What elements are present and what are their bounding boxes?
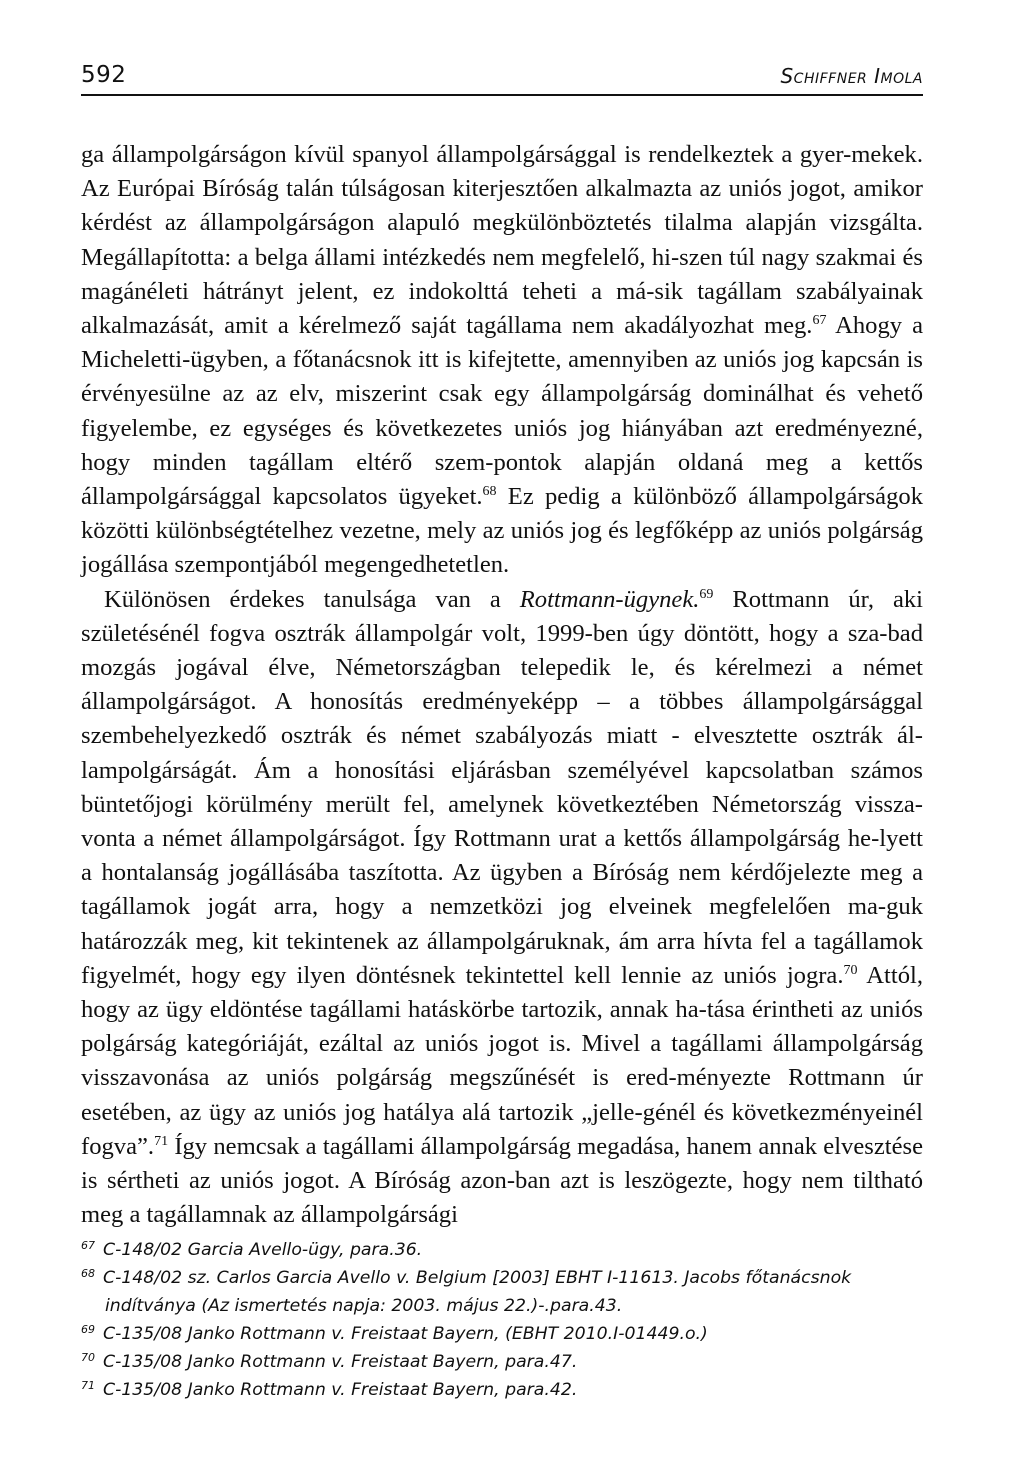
footnote: 71 C-135/08 Janko Rottmann v. Freistaat Bayern, para.42.	[81, 1379, 578, 1400]
footnote-ref-71: 71	[154, 1133, 169, 1149]
footnote-text: C-135/08 Janko Rottmann v. Freistaat Bayern, para.42.	[103, 1380, 578, 1400]
book-page	[81, 0, 923, 1478]
footnote-ref-67: 67	[812, 313, 827, 329]
paragraph-1-text-c: Ez pedig a különböző állampolgárságok közötti különbségtételhez vezetne, mely az uniós jog és legfőképp az uniós polgárság jogállása szempontjából megengedhetetlen.	[81, 483, 923, 579]
paragraph-1-text-b: Ahogy a Micheletti-ügyben, a főtanácsnok itt is kifejtette, amennyiben az uniós jog kapcsán is érvényesülne az az elv, miszerint csak egy állampolgárság dominálhat és vehető figyelembe, ez egységes és következetes uniós jog hiányában azt eredményezné, hogy minden tagállam eltérő szem-pontok alapján oldaná meg a kettős állampolgársággal kapcsolatos ügyeket.	[81, 312, 923, 511]
footnote-text: C-148/02 Garcia Avello-ügy, para.36.	[103, 1240, 423, 1260]
paragraph-2	[81, 583, 923, 1233]
footnote: 68 C-148/02 sz. Carlos Garcia Avello v. Belgium [2003] EBHT I-11613. Jacobs főtanácsnok indítványa (Az ismertetés napja: 2003. május 22.)-.para.43.	[81, 1267, 852, 1316]
footnote: 67 C-148/02 Garcia Avello-ügy, para.36.	[81, 1239, 423, 1260]
paragraph-1	[81, 138, 923, 583]
footnote-ref-69: 69	[699, 586, 714, 602]
paragraph-2-text-d: Így nemcsak a tagállami állampolgárság megadása, hanem annak elvesztése is sértheti az uniós jogot. A Bíróság azon-ban azt is leszögezte, hogy nem tiltható meg a tagállamnak az állampolgársági	[81, 1132, 923, 1229]
footnotes	[81, 1236, 923, 1404]
footnote: 69 C-135/08 Janko Rottmann v. Freistaat Bayern, (EBHT 2010.I-01449.o.)	[81, 1323, 708, 1344]
paragraph-1-text-a: ga állampolgárságon kívül spanyol állampolgársággal is rendelkeztek a gyer-mekek. Az Európai Bíróság talán túlságosan kiterjesztően alkalmazta az uniós jogot, amikor kérdést az állampolgárságon alapuló megkülönböztetés tilalma alapján vizsgálta. Megállapította: a belga állami intézkedés nem megfelelő, hi-szen túl nagy szakmai és magánéleti hátrányt jelent, ez indokolttá teheti a má-sik tagállam szabályainak alkalmazását, amit a kérelmező saját tagállama nem akadályozhat meg.	[81, 141, 923, 340]
footnote-ref-68: 68	[482, 484, 497, 500]
running-head: Schiffner Imola	[780, 64, 923, 88]
paragraph-2-text-b: Rottmann úr, aki születésénél fogva osztrák állampolgár volt, 1999-ben úgy döntött, hogy a sza-bad mozgás jogával élve, Németországban telepedik le, és kérelmezi a német állampolgárságot. A honosítás eredményeképp – a többes állampolgársággal szembehelyezkedő osztrák és német szabályozás miatt - elvesztette osztrák ál-lampolgárságát. Ám a honosítási eljárásban személyével kapcsolatban számos büntetőjogi körülmény merült fel, amelynek következtében Németország vissza-vonta a német állampolgárságot. Így Rottmann urat a kettős állampolgárság he-lyett a hontalanság jogállásába taszította. Az ügyben a Bíróság nem kérdőjelezte meg a tagállamok jogát arra, hogy a nemzetközi jog elveinek megfelelően ma-guk határozzák meg, kit tekintenek az állampolgáruknak, ám arra hívta fel a tagállamok figyelmét, hogy egy ilyen döntésnek tekintettel kell lennie az uniós jogra.	[81, 585, 923, 989]
footnote-text: C-135/08 Janko Rottmann v. Freistaat Bayern, para.47.	[103, 1352, 578, 1372]
paragraph-2-text-a: Különösen érdekes tanulsága van a	[104, 585, 520, 613]
footnote: 70 C-135/08 Janko Rottmann v. Freistaat Bayern, para.47.	[81, 1351, 578, 1372]
footnote-text: C-135/08 Janko Rottmann v. Freistaat Bayern, (EBHT 2010.I-01449.o.)	[103, 1324, 708, 1344]
footnote-text: C-148/02 sz. Carlos Garcia Avello v. Belgium [2003] EBHT I-11613. Jacobs főtanácsnok indítványa (Az ismertetés napja: 2003. május 22.)-.para.43.	[103, 1268, 852, 1316]
paragraph-2-text-c: Attól, hogy az ügy eldöntése tagállami hatáskörbe tartozik, annak ha-tása érintheti az uniós polgárság kategóriáját, ezáltal az uniós jogot is. Mivel a tagállami állampolgárság visszavonása az uniós polgárság megszűnését is ered-ményezte Rottmann úr esetében, az ügy az uniós jog hatálya alá tartozik „jelle-génél és következményeinél fogva”.	[81, 961, 924, 1160]
page-header	[81, 58, 923, 96]
body-text	[81, 138, 923, 1233]
footnote-ref-70: 70	[843, 962, 858, 978]
case-name: Rottmann-ügynek.	[519, 585, 700, 613]
page-number: 592	[81, 62, 127, 88]
